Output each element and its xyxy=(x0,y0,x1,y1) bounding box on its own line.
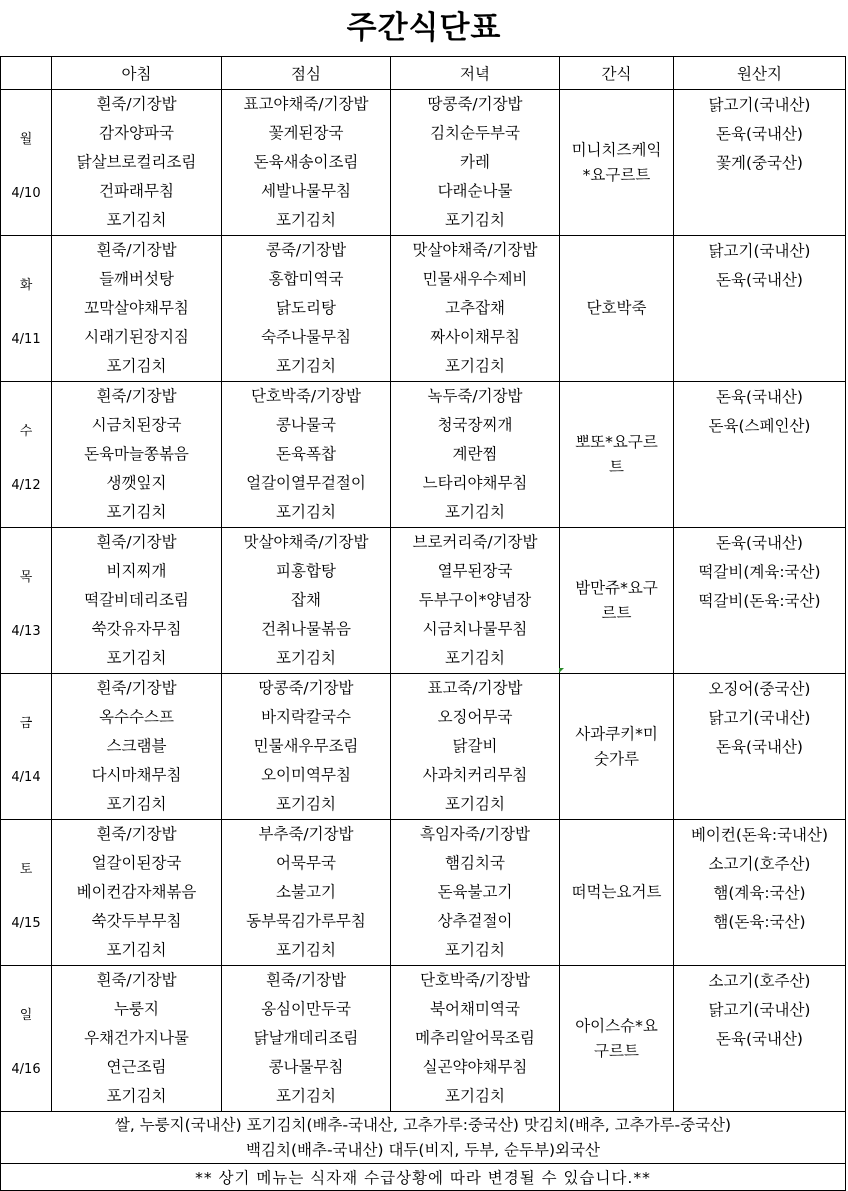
origin-item: 닭고기(국내산) xyxy=(708,242,811,260)
footer-notice: ** 상기 메뉴는 식자재 수급상황에 따라 변경될 수 있습니다.** xyxy=(1,1164,846,1191)
day-date: 4/15 xyxy=(11,915,41,931)
origin-item: 햄(계육:국산) xyxy=(713,884,806,902)
menu-item: 상추겉절이 xyxy=(437,912,513,930)
menu-item: 어묵무국 xyxy=(276,854,336,872)
menu-item: 부추죽/기장밥 xyxy=(258,825,354,843)
day-row xyxy=(1,528,846,674)
header-dinner: 저녁 xyxy=(391,57,560,90)
menu-item: 다래순나물 xyxy=(437,182,513,200)
menu-item: 옥수수스프 xyxy=(99,708,174,726)
origin-item: 돈육(국내산) xyxy=(716,738,803,756)
menu-item: 포기김치 xyxy=(445,357,505,375)
menu-item: 흰죽/기장밥 xyxy=(96,825,177,843)
menu-item: 얼갈이열무겉절이 xyxy=(246,474,366,492)
menu-item: 포기김치 xyxy=(276,357,336,375)
day-cell xyxy=(1,820,52,966)
breakfast-cell xyxy=(52,674,222,820)
header-origin: 원산지 xyxy=(674,57,846,90)
day-cell xyxy=(1,236,52,382)
breakfast-cell xyxy=(52,90,222,236)
snack-item: 떠먹는요거트 xyxy=(571,883,662,901)
menu-item: 건파래무침 xyxy=(99,182,174,200)
menu-item: 흰죽/기장밥 xyxy=(265,971,347,989)
header-row xyxy=(1,57,846,90)
menu-item: 잡채 xyxy=(291,591,321,609)
origin-item: 떡갈비(계육:국산) xyxy=(698,563,821,581)
origin-item: 닭고기(국내산) xyxy=(708,1001,811,1019)
menu-item: 포기김치 xyxy=(106,1087,167,1105)
menu-item: 홍합미역국 xyxy=(268,270,344,288)
day-cell xyxy=(1,674,52,820)
day-label: 화 xyxy=(19,277,33,293)
origin-cell xyxy=(674,236,846,382)
menu-item: 포기김치 xyxy=(445,1087,505,1105)
origin-item: 돈육(국내산) xyxy=(716,125,803,143)
menu-item: 닭날개데리조림 xyxy=(253,1029,359,1047)
menu-item: 쑥갓유자무침 xyxy=(91,620,182,638)
dinner-cell xyxy=(391,966,560,1112)
footer-origin-row xyxy=(1,1112,846,1164)
menu-item: 돈육폭찹 xyxy=(276,445,336,463)
menu-item: 포기김치 xyxy=(445,503,505,521)
dinner-cell xyxy=(391,236,560,382)
breakfast-cell xyxy=(52,820,222,966)
origin-item: 베이컨(돈육:국내산) xyxy=(690,826,829,844)
snack-cell xyxy=(560,674,674,820)
menu-item: 두부구이*양념장 xyxy=(418,591,532,609)
dinner-cell xyxy=(391,528,560,674)
origin-cell xyxy=(674,674,846,820)
menu-item: 꼬막살야채무침 xyxy=(84,299,189,317)
menu-item: 흰죽/기장밥 xyxy=(96,387,177,405)
menu-item: 포기김치 xyxy=(445,941,505,959)
snack-item: 숫가루 xyxy=(594,749,639,768)
origin-cell xyxy=(674,90,846,236)
day-label: 목 xyxy=(19,569,33,585)
snack-cell xyxy=(560,382,674,528)
menu-item: 옹심이만두국 xyxy=(261,1000,351,1018)
menu-item: 햄김치국 xyxy=(445,854,505,872)
menu-item: 비지찌개 xyxy=(106,562,167,580)
dinner-cell xyxy=(391,820,560,966)
menu-item: 포기김치 xyxy=(276,941,336,959)
lunch-cell xyxy=(222,966,391,1112)
menu-item: 포기김치 xyxy=(445,649,505,667)
menu-item: 민물새우수제비 xyxy=(422,270,528,288)
day-label: 수 xyxy=(19,423,33,439)
cell-comment-marker xyxy=(559,668,564,673)
origin-item: 돈육(국내산) xyxy=(716,1030,803,1048)
origin-item: 돈육(스페인산) xyxy=(708,417,811,435)
origin-item: 소고기(호주산) xyxy=(708,972,811,990)
day-row xyxy=(1,236,846,382)
menu-item: 고추잡채 xyxy=(445,299,505,317)
snack-item: 아이스슈*요 xyxy=(575,1016,658,1035)
menu-item: 땅콩죽/기장밥 xyxy=(427,95,523,113)
menu-table xyxy=(0,56,846,1191)
menu-item: 돈육불고기 xyxy=(437,883,513,901)
day-date: 4/16 xyxy=(11,1061,41,1077)
menu-item: 닭갈비 xyxy=(452,737,498,755)
menu-item: 흰죽/기장밥 xyxy=(96,679,177,697)
menu-item: 바지락칼국수 xyxy=(261,708,351,726)
origin-item: 닭고기(국내산) xyxy=(708,709,811,727)
menu-item: 돈육마늘쫑볶음 xyxy=(84,445,189,463)
menu-item: 포기김치 xyxy=(276,211,336,229)
day-date: 4/14 xyxy=(11,769,41,785)
menu-item: 표고야채죽/기장밥 xyxy=(243,95,369,113)
header-snack: 간식 xyxy=(560,57,674,90)
snack-item: 사과쿠키*미 xyxy=(575,724,658,743)
day-cell xyxy=(1,966,52,1112)
menu-item: 사과치커리무침 xyxy=(422,766,528,784)
day-row xyxy=(1,820,846,966)
breakfast-cell xyxy=(52,966,222,1112)
menu-item: 계란찜 xyxy=(452,445,498,463)
menu-item: 닭살브로컬리조림 xyxy=(76,153,197,171)
menu-item: 포기김치 xyxy=(106,795,167,813)
snack-item: 트 xyxy=(609,457,624,476)
menu-item: 감자양파국 xyxy=(99,124,174,142)
snack-item: 르트 xyxy=(601,603,632,622)
day-label: 월 xyxy=(19,131,33,147)
menu-item: 흰죽/기장밥 xyxy=(96,95,177,113)
menu-item: 카레 xyxy=(460,153,490,171)
menu-item: 흰죽/기장밥 xyxy=(96,533,177,551)
day-row xyxy=(1,382,846,528)
day-date: 4/11 xyxy=(11,331,41,347)
origin-item: 돈육(국내산) xyxy=(716,388,803,406)
menu-item: 북어채미역국 xyxy=(430,1000,520,1018)
dinner-cell xyxy=(391,674,560,820)
snack-cell xyxy=(560,820,674,966)
snack-cell xyxy=(560,236,674,382)
footer-origin-line-2: 백김치(배추-국내산) 대두(비지, 두부, 순두부)외국산 xyxy=(246,1141,600,1159)
menu-item: 콩죽/기장밥 xyxy=(265,241,347,259)
day-date: 4/13 xyxy=(11,623,41,639)
origin-item: 돈육(국내산) xyxy=(716,534,803,552)
lunch-cell xyxy=(222,382,391,528)
menu-item: 동부묵김가루무침 xyxy=(246,912,366,930)
menu-item: 얼갈이된장국 xyxy=(91,854,182,872)
origin-item: 꽃게(중국산) xyxy=(716,154,803,172)
header-corner xyxy=(1,57,52,90)
menu-item: 흰죽/기장밥 xyxy=(96,241,177,259)
origin-item: 오징어(중국산) xyxy=(708,680,811,698)
origin-cell xyxy=(674,966,846,1112)
breakfast-cell xyxy=(52,236,222,382)
menu-item: 포기김치 xyxy=(106,649,167,667)
lunch-cell xyxy=(222,528,391,674)
menu-item: 건취나물볶음 xyxy=(261,620,351,638)
menu-item: 브로커리죽/기장밥 xyxy=(412,533,538,551)
menu-item: 연근조림 xyxy=(106,1058,167,1076)
menu-item: 베이컨감자채볶음 xyxy=(76,883,197,901)
footer-notice-row xyxy=(1,1164,846,1191)
origin-cell xyxy=(674,820,846,966)
day-cell xyxy=(1,90,52,236)
dinner-cell xyxy=(391,382,560,528)
day-label: 일 xyxy=(19,1007,33,1023)
menu-item: 생깻잎지 xyxy=(106,474,167,492)
menu-item: 스크램블 xyxy=(106,737,167,755)
origin-item: 돈육(국내산) xyxy=(716,271,803,289)
menu-item: 맛살야채죽/기장밥 xyxy=(412,241,538,259)
menu-item: 포기김치 xyxy=(276,795,336,813)
menu-item: 단호박죽/기장밥 xyxy=(419,971,531,989)
menu-item: 민물새우무조림 xyxy=(253,737,359,755)
origin-item: 떡갈비(돈육:국산) xyxy=(698,592,821,610)
menu-item: 세발나물무침 xyxy=(261,182,351,200)
menu-item: 김치순두부국 xyxy=(430,124,520,142)
header-lunch: 점심 xyxy=(222,57,391,90)
origin-item: 닭고기(국내산) xyxy=(708,96,811,114)
dinner-cell xyxy=(391,90,560,236)
snack-cell xyxy=(560,966,674,1112)
menu-item: 흰죽/기장밥 xyxy=(96,971,177,989)
origin-item: 소고기(호주산) xyxy=(708,855,811,873)
menu-item: 시래기된장지짐 xyxy=(84,328,189,346)
menu-item: 메추리알어묵조림 xyxy=(415,1029,535,1047)
menu-item: 콩나물무침 xyxy=(268,1058,344,1076)
page-title: 주간식단표 xyxy=(346,10,502,46)
footer-origin-line-1: 쌀, 누룽지(국내산) 포기김치(배추-국내산, 고추가루:중국산) 맛김치(배추, 고추가루-중국산) xyxy=(114,1116,732,1134)
menu-item: 표고죽/기장밥 xyxy=(427,679,523,697)
snack-item: 단호박죽 xyxy=(586,299,647,317)
origin-item: 햄(돈육:국산) xyxy=(713,913,806,931)
menu-item: 맛살야채죽/기장밥 xyxy=(243,533,369,551)
menu-item: 포기김치 xyxy=(445,795,505,813)
menu-item: 콩나물국 xyxy=(276,416,336,434)
menu-item: 흑임자죽/기장밥 xyxy=(419,825,531,843)
menu-item: 포기김치 xyxy=(106,357,167,375)
day-row xyxy=(1,966,846,1112)
menu-item: 숙주나물무침 xyxy=(261,328,351,346)
day-cell xyxy=(1,382,52,528)
snack-cell xyxy=(560,90,674,236)
menu-item: 포기김치 xyxy=(276,503,336,521)
menu-item: 청국장찌개 xyxy=(437,416,513,434)
day-cell xyxy=(1,528,52,674)
menu-item: 우채건가지나물 xyxy=(84,1029,189,1047)
snack-item: 미니치즈케익 xyxy=(571,140,662,159)
menu-item: 포기김치 xyxy=(276,1087,336,1105)
snack-cell xyxy=(560,528,674,674)
menu-item: 오이미역무침 xyxy=(261,766,351,784)
snack-item: 구르트 xyxy=(594,1041,639,1060)
menu-item: 피홍합탕 xyxy=(276,562,336,580)
lunch-cell xyxy=(222,674,391,820)
menu-item: 포기김치 xyxy=(106,503,167,521)
menu-item: 녹두죽/기장밥 xyxy=(427,387,523,405)
menu-item: 느타리야채무침 xyxy=(422,474,528,492)
day-label: 금 xyxy=(19,715,33,731)
breakfast-cell xyxy=(52,382,222,528)
menu-item: 오징어무국 xyxy=(437,708,513,726)
menu-item: 쑥갓두부무침 xyxy=(91,912,182,930)
menu-item: 포기김치 xyxy=(445,211,505,229)
day-label: 토 xyxy=(19,861,33,877)
snack-item: *요구르트 xyxy=(582,165,651,184)
menu-item: 소불고기 xyxy=(276,883,336,901)
lunch-cell xyxy=(222,820,391,966)
day-row xyxy=(1,674,846,820)
day-date: 4/12 xyxy=(11,477,41,493)
menu-item: 다시마채무침 xyxy=(91,766,182,784)
menu-item: 포기김치 xyxy=(276,649,336,667)
menu-item: 떡갈비데리조림 xyxy=(84,591,189,609)
menu-item: 실곤약야채무침 xyxy=(422,1058,528,1076)
menu-item: 돈육새송이조림 xyxy=(253,153,359,171)
origin-cell xyxy=(674,382,846,528)
menu-item: 시금치된장국 xyxy=(91,416,182,434)
menu-item: 꽃게된장국 xyxy=(268,124,344,142)
menu-item: 단호박죽/기장밥 xyxy=(250,387,362,405)
lunch-cell xyxy=(222,90,391,236)
breakfast-cell xyxy=(52,528,222,674)
snack-item: 뽀또*요구르 xyxy=(575,432,658,451)
menu-item: 들깨버섯탕 xyxy=(99,270,174,288)
menu-item: 땅콩죽/기장밥 xyxy=(258,679,354,697)
menu-item: 누룽지 xyxy=(114,1000,159,1018)
origin-cell xyxy=(674,528,846,674)
menu-item: 닭도리탕 xyxy=(276,299,336,317)
lunch-cell xyxy=(222,236,391,382)
day-row xyxy=(1,90,846,236)
day-date: 4/10 xyxy=(11,185,41,201)
snack-item: 밤만쥬*요구 xyxy=(575,578,658,597)
menu-item: 시금치나물무침 xyxy=(422,620,528,638)
menu-item: 짜사이채무침 xyxy=(430,328,520,346)
menu-item: 포기김치 xyxy=(106,211,167,229)
menu-item: 열무된장국 xyxy=(437,562,513,580)
menu-item: 포기김치 xyxy=(106,941,167,959)
header-breakfast: 아침 xyxy=(52,57,222,90)
